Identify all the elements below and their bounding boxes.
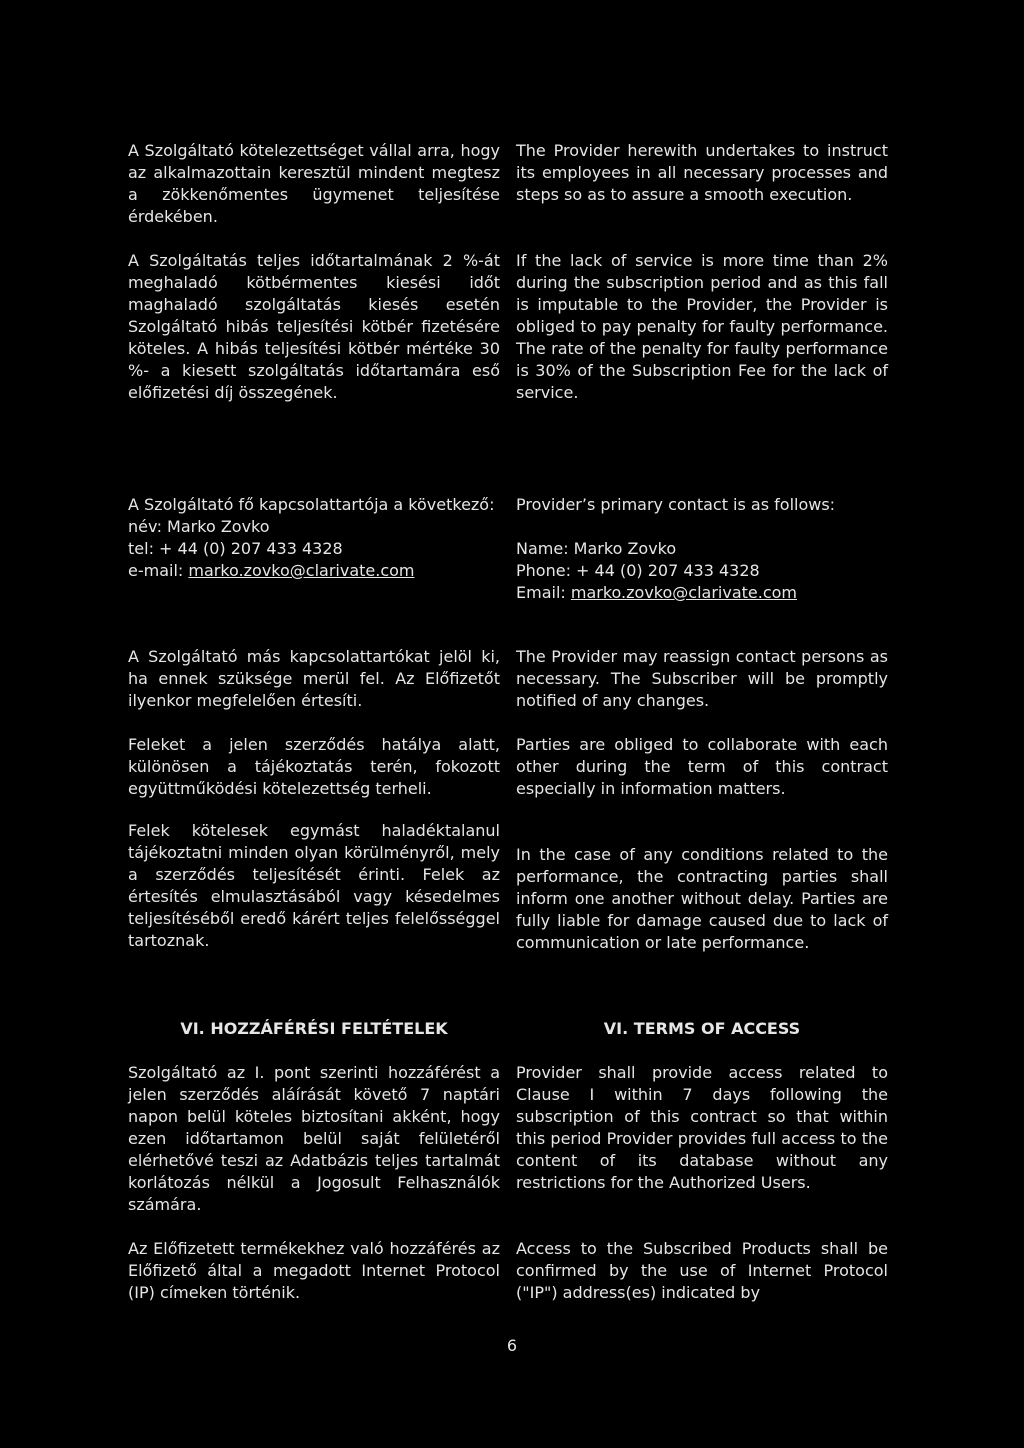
paragraph-en-2-text: If the lack of service is more time than 2% during the subscription period and as this fall is imputable to the Provider, the Provider is obliged to pay penalty for faulty performance. The rate of the penalty for faulty performance is 30% of the Subscription Fee for the lack of service. bbox=[516, 251, 888, 402]
contact-hu-intro: A Szolgáltató fő kapcsolattartója a következő: bbox=[128, 495, 495, 514]
contact-en-email-label: Email: bbox=[516, 583, 571, 602]
contact-hu-phone: tel: + 44 (0) 207 433 4328 bbox=[128, 539, 343, 558]
paragraph-hu-5 bbox=[128, 820, 500, 952]
paragraph-en-5-text: In the case of any conditions related to the performance, the contracting parties shall inform one another without delay. Parties are fully liable for damage caused due to lack of communication or late performance. bbox=[516, 845, 888, 952]
paragraph-hu-1-text: A Szolgáltató kötelezettséget vállal arra, hogy az alkalmazottain keresztül mindent megtesz a zökkenőmentes ügymenet teljesítése érdekében. bbox=[128, 141, 500, 226]
paragraph-en-7-text: Access to the Subscribed Products shall be confirmed by the use of Internet Protocol ("IP") address(es) indicated by bbox=[516, 1239, 888, 1302]
paragraph-en-1-text: The Provider herewith undertakes to instruct its employees in all necessary processes and steps so as to assure a smooth execution. bbox=[516, 141, 888, 204]
paragraph-hu-1 bbox=[128, 140, 500, 228]
contact-hu bbox=[128, 494, 500, 582]
paragraph-hu-6 bbox=[128, 1062, 500, 1216]
paragraph-hu-4-text: Feleket a jelen szerződés hatálya alatt, különösen a tájékoztatás terén, fokozott együttműködési kötelezettség terheli. bbox=[128, 735, 500, 798]
contact-en-email-line bbox=[516, 582, 888, 604]
paragraph-hu-3 bbox=[128, 646, 500, 712]
paragraph-en-7 bbox=[516, 1238, 888, 1304]
paragraph-hu-3-text: A Szolgáltató más kapcsolattartókat jelöl ki, ha ennek szüksége merül fel. Az Előfizetőt ilyenkor megfelelően értesíti. bbox=[128, 647, 500, 710]
page-number: 6 bbox=[506, 1336, 518, 1355]
contact-en-phone: Phone: + 44 (0) 207 433 4328 bbox=[516, 561, 760, 580]
contact-hu-email-link[interactable]: marko.zovko@clarivate.com bbox=[188, 561, 415, 580]
paragraph-en-3 bbox=[516, 646, 888, 712]
paragraph-en-4-text: Parties are obliged to collaborate with each other during the term of this contract especially in information matters. bbox=[516, 735, 888, 798]
contact-hu-email-label: e-mail: bbox=[128, 561, 189, 580]
paragraph-en-2 bbox=[516, 250, 888, 404]
section-heading-hu: VI. HOZZÁFÉRÉSI FELTÉTELEK bbox=[180, 1019, 448, 1038]
contact-en-email-link[interactable]: marko.zovko@clarivate.com bbox=[570, 583, 797, 602]
paragraph-hu-5-text: Felek kötelesek egymást haladéktalanul tájékoztatni minden olyan körülményről, mely a szerződés teljesítését érinti. Felek az értesítés elmulasztásából vagy késedelmes teljesítéséből eredő kárért teljes felelősséggel tartoznak. bbox=[128, 821, 500, 950]
paragraph-en-6-text: Provider shall provide access related to Clause I within 7 days following the subscription of this contract so that within this period Provider provides full access to the content of its database without any restrictions for the Authorized Users. bbox=[516, 1063, 888, 1192]
paragraph-en-6 bbox=[516, 1062, 888, 1194]
section-heading-en: VI. TERMS OF ACCESS bbox=[603, 1019, 801, 1038]
paragraph-hu-6-text: Szolgáltató az I. pont szerinti hozzáférést a jelen szerződés aláírását követő 7 naptári napon belül köteles biztosítani akként, hogy ezen időtartamon belül saját felületéről elérhetővé teszi az Adatbázis teljes tartalmát korlátozás nélkül a Jogosult Felhasználók számára. bbox=[128, 1063, 500, 1214]
paragraph-hu-2 bbox=[128, 250, 500, 404]
paragraph-hu-4 bbox=[128, 734, 500, 800]
paragraph-en-3-text: The Provider may reassign contact persons as necessary. The Subscriber will be promptly notified of any changes. bbox=[516, 647, 888, 710]
contact-en-intro: Provider’s primary contact is as follows: bbox=[516, 495, 836, 514]
paragraph-en-4 bbox=[516, 734, 888, 800]
contact-hu-name: név: Marko Zovko bbox=[128, 517, 270, 536]
paragraph-en-1 bbox=[516, 140, 888, 206]
paragraph-hu-7 bbox=[128, 1238, 500, 1304]
paragraph-hu-7-text: Az Előfizetett termékekhez való hozzáférés az Előfizető által a megadott Internet Protocol (IP) címeken történik. bbox=[128, 1239, 500, 1302]
contact-en-name: Name: Marko Zovko bbox=[516, 539, 677, 558]
contact-hu-email-line bbox=[128, 560, 500, 582]
paragraph-en-5 bbox=[516, 844, 888, 954]
paragraph-hu-2-text: A Szolgáltatás teljes időtartalmának 2 %-át meghaladó kötbérmentes kiesési időt maghaladó szolgáltatás kiesés esetén Szolgáltató hibás teljesítési kötbér fizetésére köteles. A hibás teljesítési kötbér mértéke 30 %- a kiesett szolgáltatás időtartamára eső előfizetési díj összegének. bbox=[128, 251, 500, 402]
contact-en bbox=[516, 494, 888, 604]
